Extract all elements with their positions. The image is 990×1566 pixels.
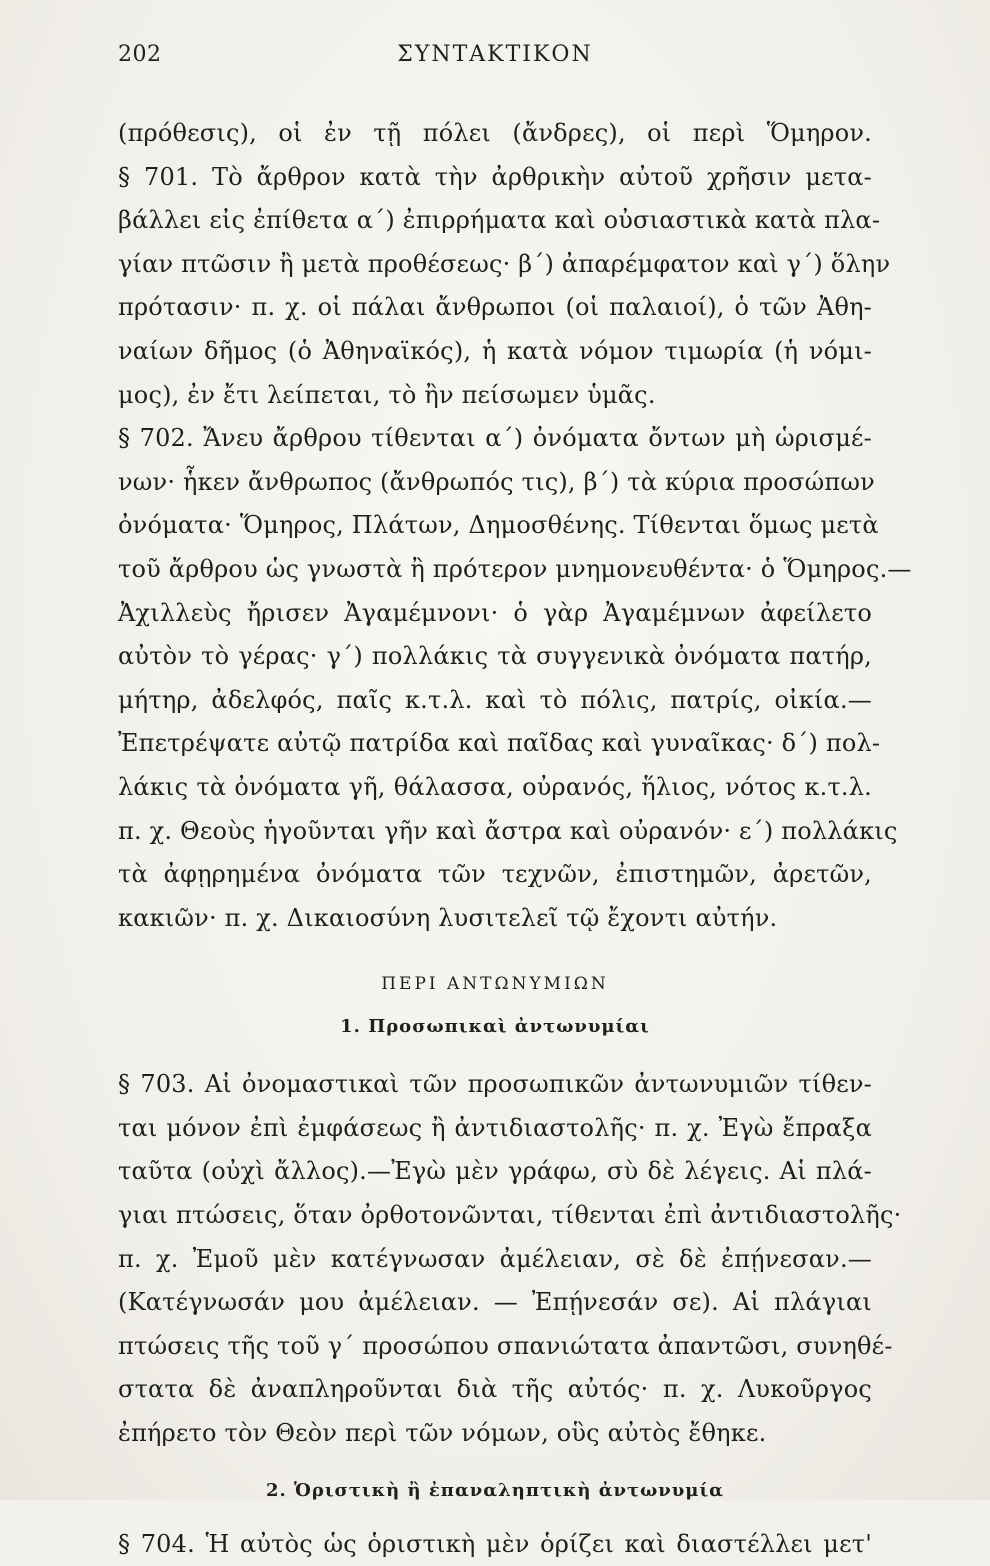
- text-line: μήτηρ, ἀδελφός, παῖς κ.τ.λ. καὶ τὸ πόλις, πατρίς, οἰκία.—: [118, 685, 872, 714]
- text-line: αὐτὸν τὸ γέρας· γ΄) πολλάκις τὰ συγγενικὰ ὀνόματα πατήρ,: [118, 642, 872, 671]
- text-line: γιαι πτώσεις, ὅταν ὀρθοτονῶνται, τίθενται ἐπὶ ἀντιδιαστολῆς·: [118, 1201, 902, 1230]
- text-line: τοῦ ἄρθρου ὡς γνωστὰ ἢ πρότερον μνημονευθέντα· ὁ Ὅμηρος.—: [118, 554, 912, 583]
- section-heading: ΠΕΡΙ ΑΝΤΩΝΥΜΙΩΝ: [381, 974, 609, 995]
- text-line: (Κατέγνωσάν μου ἀμέλειαν. — Ἐπῄνεσάν σε). Αἱ πλάγιαι: [118, 1288, 872, 1317]
- text-line: μος), ἐν ἔτι λείπεται, τὸ ἢν πείσωμεν ὑμᾶς.: [118, 380, 656, 409]
- running-title: ΣΥΝΤΑΚΤΙΚΟΝ: [397, 42, 593, 67]
- text-block-section-703: [118, 1063, 902, 1455]
- text-line: πτώσεις τῆς τοῦ γ΄ προσώπου σπανιώτατα ἀπαντῶσι, συνηθέ-: [118, 1331, 893, 1360]
- text-line: τὰ ἀφῃρημένα ὀνόματα τῶν τεχνῶν, ἐπιστημῶν, ἀρετῶν,: [118, 860, 872, 889]
- text-line: π. χ. Ἐμοῦ μὲν κατέγνωσαν ἀμέλειαν, σὲ δὲ ἐπῄνεσαν.—: [118, 1244, 872, 1273]
- running-head: [118, 36, 872, 82]
- text-line: π. χ. Θεοὺς ἡγοῦνται γῆν καὶ ἄστρα καὶ οὐρανόν· ε΄) πολλάκις: [118, 816, 898, 845]
- page-body: [118, 112, 912, 1566]
- text-block-section-704: [118, 1523, 872, 1566]
- text-line: (πρόθεσις), οἱ ἐν τῇ πόλει (ἄνδρες), οἱ περὶ Ὅμηρον.: [118, 119, 872, 147]
- text-line: κακιῶν· π. χ. Δικαιοσύνη λυσιτελεῖ τῷ ἔχοντι αὐτήν.: [118, 903, 778, 932]
- text-block-sections-701-702: [118, 112, 912, 940]
- text-line: Ἐπετρέψατε αὐτῷ πατρίδα καὶ παῖδας καὶ γυναῖκας· δ΄) πολ-: [118, 729, 881, 758]
- page-number: 202: [118, 42, 162, 67]
- text-line: § 703. Αἱ ὀνομαστικαὶ τῶν προσωπικῶν ἀντωνυμιῶν τίθεν-: [118, 1070, 872, 1099]
- text-line: νων· ἧκεν ἄνθρωπος (ἄνθρωπός τις), β΄) τὰ κύρια προσώπων: [118, 467, 875, 496]
- text-line: ναίων δῆμος (ὁ Ἀθηναϊκός), ἡ κατὰ νόμον τιμωρία (ἡ νόμι-: [118, 336, 872, 365]
- text-line: στατα δὲ ἀναπληροῦνται διὰ τῆς αὐτός· π. χ. Λυκοῦργος: [118, 1375, 872, 1404]
- text-line: Ἀχιλλεὺς ἤρισεν Ἀγαμέμνονι· ὁ γὰρ Ἀγαμέμνων ἀφείλετο: [118, 598, 872, 627]
- text-line: ταῦτα (οὐχὶ ἄλλος).—Ἐγὼ μὲν γράφω, σὺ δὲ λέγεις. Αἱ πλά-: [118, 1157, 872, 1186]
- text-line: § 704. Ἡ αὐτὸς ὡς ὁριστικὴ μὲν ὁρίζει καὶ διαστέλλει μετ': [118, 1529, 872, 1558]
- text-line: § 702. Ἄνευ ἄρθρου τίθενται α΄) ὀνόματα ὄντων μὴ ὡρισμέ-: [118, 424, 872, 453]
- subheading-personal-pronouns: 1. Προσωπικαὶ ἀντωνυμίαι: [340, 1016, 650, 1038]
- subheading-definite-pronoun: 2. Ὁριστικὴ ἢ ἐπαναληπτικὴ ἀντωνυμία: [265, 1479, 724, 1501]
- text-line: λάκις τὰ ὀνόματα γῆ, θάλασσα, οὐρανός, ἥλιος, νότος κ.τ.λ.: [118, 772, 872, 801]
- text-line: § 701. Τὸ ἄρθρον κατὰ τὴν ἀρθρικὴν αὐτοῦ χρῆσιν μετα-: [118, 162, 872, 191]
- text-line: γίαν πτῶσιν ἢ μετὰ προθέσεως· β΄) ἀπαρέμφατον καὶ γ΄) ὅλην: [118, 249, 891, 278]
- text-line: ὀνόματα· Ὅμηρος, Πλάτων, Δημοσθένης. Τίθενται ὅμως μετὰ: [118, 511, 879, 540]
- text-line: πρότασιν· π. χ. οἱ πάλαι ἄνθρωποι (οἱ παλαιοί), ὁ τῶν Ἀθη-: [118, 293, 872, 322]
- text-line: βάλλει εἰς ἐπίθετα α΄) ἐπιρρήματα καὶ οὐσιαστικὰ κατὰ πλα-: [118, 206, 881, 235]
- text-line: ται μόνον ἐπὶ ἐμφάσεως ἢ ἀντιδιαστολῆς· π. χ. Ἐγὼ ἔπραξα: [118, 1113, 872, 1142]
- text-line: ἐπήρετο τὸν Θεὸν περὶ τῶν νόμων, οὓς αὐτὸς ἔθηκε.: [118, 1419, 767, 1448]
